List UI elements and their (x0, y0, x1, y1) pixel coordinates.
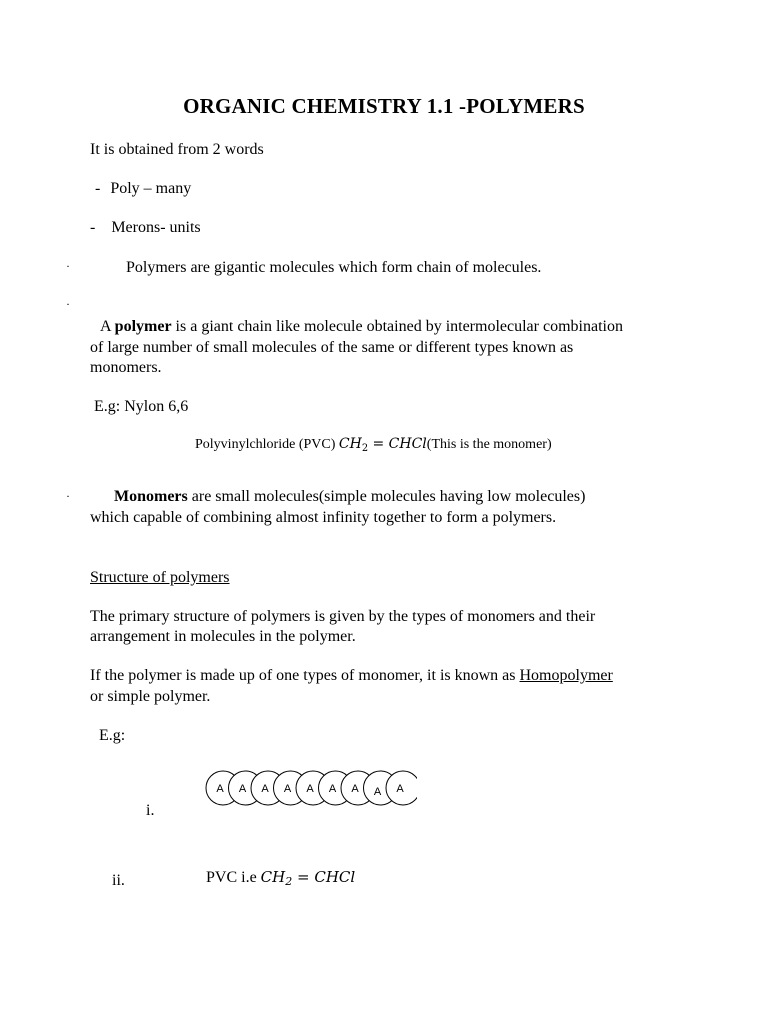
example-numeral-ii: ii. (112, 872, 125, 889)
word-merons (90, 217, 201, 238)
page-title: ORGANIC CHEMISTRY 1.1 -POLYMERS (183, 94, 585, 118)
example-nylon: E.g: Nylon 6,6 (94, 398, 189, 415)
pvc-formula (195, 436, 552, 454)
polymer-definition-line3: monomers. (90, 359, 162, 376)
monomer-unit-label: A (261, 783, 269, 795)
word-poly (95, 178, 191, 199)
polymer-definition-line2: of large number of small molecules of the same or different types known as (90, 339, 574, 356)
polymers-statement: Polymers are gigantic molecules which form chain of molecules. (126, 259, 542, 276)
monomer-unit-label: A (328, 783, 337, 795)
example-label: E.g: (99, 727, 126, 744)
polymer-def-rest: is a giant chain like molecule obtained by intermolecular combination (171, 318, 623, 335)
word-poly-text: Poly – many (110, 180, 192, 197)
pvc-example-rest: = CHCl (292, 868, 356, 886)
polymer-term: polymer (114, 318, 172, 335)
monomer-unit-label: A (216, 783, 224, 795)
homopolymer-chain-diagram (203, 767, 417, 811)
monomer-term: Monomers (114, 488, 188, 505)
monomer-unit-label: A (351, 783, 359, 795)
dash-marker: - (90, 219, 96, 236)
primary-structure-line1: The primary structure of polymers is given by the types of monomers and their (90, 608, 596, 625)
bullet-marker: · (66, 259, 70, 273)
homopolymer-text: If the polymer is made up of one types of monomer, it is known as (90, 667, 520, 684)
pvc-formula-suffix: (This is the monomer) (426, 437, 552, 452)
pvc-formula-prefix: Polyvinylchloride (PVC) (195, 437, 339, 452)
pvc-example-label: PVC i.e (206, 869, 261, 886)
monomer-definition-line1 (114, 486, 585, 507)
monomer-unit-label: A (306, 783, 314, 795)
intro-text: It is obtained from 2 words (90, 141, 264, 158)
monomer-unit-label: A (283, 783, 292, 795)
pvc-example-sub: 2 (285, 875, 293, 888)
pvc-formula-ch: CH (338, 436, 362, 452)
bullet-marker: · (66, 489, 70, 503)
homopolymer-term: Homopolymer (519, 667, 613, 684)
section-heading: Structure of polymers (90, 569, 230, 586)
pvc-example-ch: CH (260, 868, 286, 886)
dash-marker: - (95, 180, 101, 197)
monomer-unit-label: A (373, 786, 382, 798)
pvc-example (206, 867, 355, 892)
pvc-formula-sub: 2 (361, 443, 369, 454)
monomer-unit-label: A (238, 783, 247, 795)
example-numeral-i: i. (146, 802, 155, 819)
polymer-lead: A (100, 318, 115, 335)
primary-structure-line2: arrangement in molecules in the polymer. (90, 628, 356, 645)
bullet-marker: · (66, 297, 70, 311)
homopolymer-line1 (90, 665, 613, 686)
monomer-definition-line2: which capable of combining almost infinity together to form a polymers. (90, 509, 557, 526)
monomer-def-rest: are small molecules(simple molecules having low molecules) (187, 488, 586, 505)
pvc-formula-rest: = CHCl (368, 436, 427, 452)
homopolymer-line2: or simple polymer. (90, 688, 211, 705)
monomer-unit-label: A (396, 783, 404, 795)
word-merons-text: Merons- units (111, 219, 201, 236)
polymer-definition-line1 (100, 316, 623, 337)
